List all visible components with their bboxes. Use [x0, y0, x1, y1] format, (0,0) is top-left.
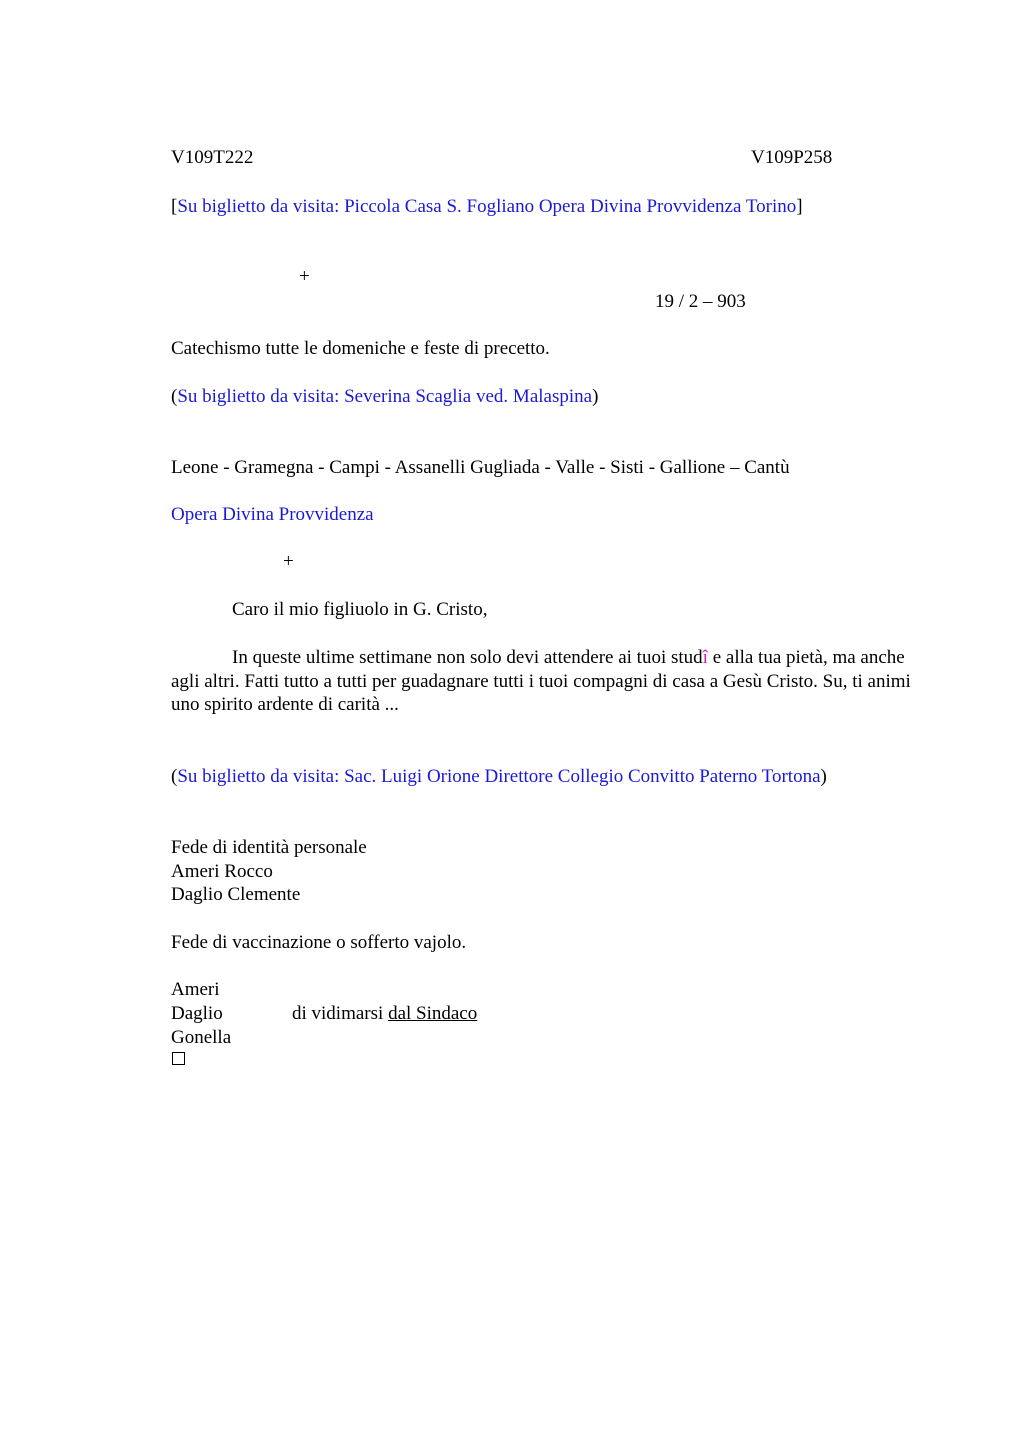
- names-line: Leone - Gramegna - Campi - Assanelli Gugliada - Valle - Sisti - Gallione – Cantù: [171, 457, 790, 478]
- vaccination-line: Fede di vaccinazione o sofferto vajolo.: [171, 932, 467, 953]
- card-note-2-text: Su biglietto da visita: Severina Scaglia ved. Malaspina: [177, 386, 593, 407]
- bracket-close: ]: [796, 196, 803, 217]
- letter-body: [171, 646, 916, 717]
- empty-box-symbol: [172, 1052, 185, 1065]
- card-note-2: [171, 385, 598, 409]
- card-note-3: [171, 765, 827, 789]
- identity-title: Fede di identità personale: [171, 837, 367, 858]
- identity-name: Daglio Clemente: [171, 884, 301, 905]
- cross-symbol-2: +: [283, 551, 294, 572]
- paren-close: ): [592, 386, 599, 407]
- card-note-3-text: Su biglietto da visita: Sac. Luigi Orione Direttore Collegio Convitto Paterno Tortona: [177, 766, 821, 787]
- salutation: Caro il mio figliuolo in G. Cristo,: [232, 599, 488, 620]
- letter-body-special-char: î: [702, 647, 708, 668]
- list-name: Ameri: [171, 979, 220, 1000]
- paren-close: ): [820, 766, 827, 787]
- document-code-left: V109T222: [171, 147, 254, 168]
- sindaco-note-underlined: dal Sindaco: [388, 1003, 478, 1024]
- paren-open: (: [171, 766, 178, 787]
- paren-open: (: [171, 386, 178, 407]
- card-note-1: [171, 195, 803, 219]
- letter-body-part1: In queste ultime settimane non solo devi attendere ai tuoi stud: [232, 647, 703, 668]
- list-name: Gonella: [171, 1027, 232, 1048]
- sindaco-note-prefix: di vidimarsi: [292, 1003, 389, 1024]
- letter-body-part2: e alla tua pietà, ma anche agli altri. Fatti tutto a tutti per guadagnare tutti i tuoi compagni di casa a Gesù Cristo. Su, ti animi uno spirito ardente di carità ...: [171, 647, 911, 715]
- catechism-line: Catechismo tutte le domeniche e feste di precetto.: [171, 338, 550, 359]
- bracket-open: [: [171, 196, 178, 217]
- letter-date: 19 / 2 – 903: [655, 291, 746, 312]
- list-name: Daglio: [171, 1003, 223, 1024]
- card-note-1-text: Su biglietto da visita: Piccola Casa S. Fogliano Opera Divina Provvidenza Torino: [177, 196, 797, 217]
- cross-symbol-1: +: [299, 266, 310, 287]
- document-code-right: V109P258: [751, 147, 833, 168]
- opera-heading: Opera Divina Provvidenza: [171, 504, 374, 525]
- sindaco-note: [292, 1002, 477, 1026]
- identity-name: Ameri Rocco: [171, 860, 273, 882]
